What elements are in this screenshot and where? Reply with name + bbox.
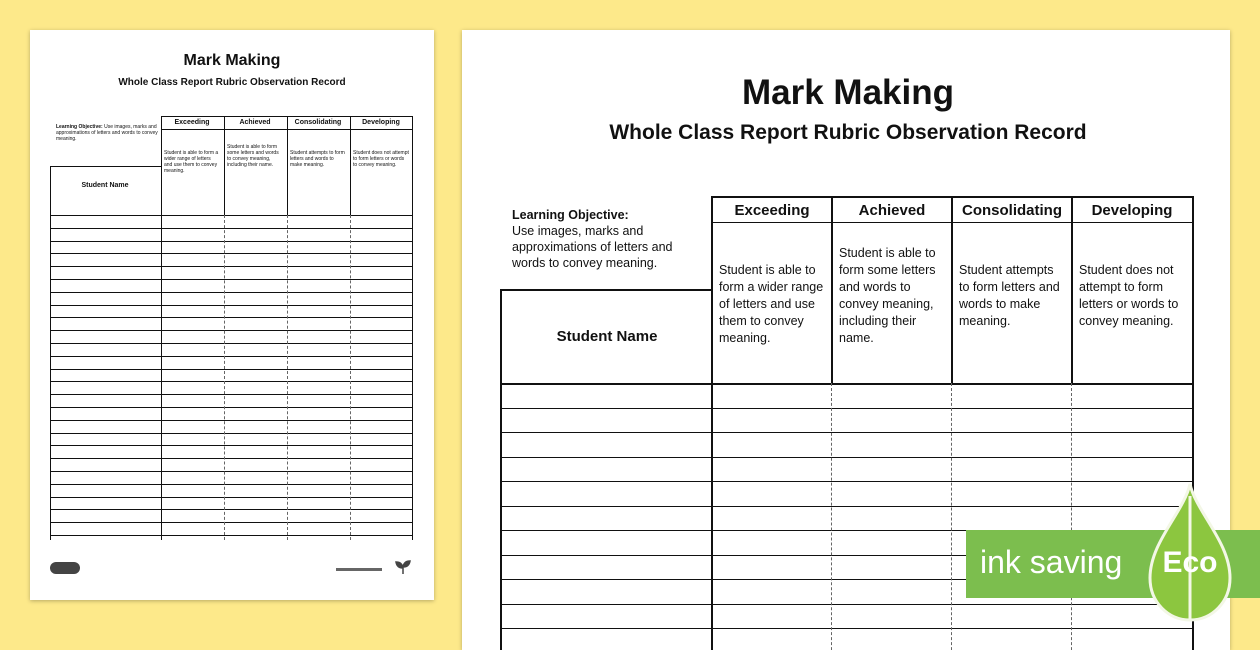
grid-line xyxy=(50,292,412,293)
small-col-developing: Developing xyxy=(362,119,400,126)
grid-line xyxy=(711,383,713,650)
grid-line xyxy=(50,445,412,446)
grid-line xyxy=(50,343,412,344)
ink-saving-label: ink saving xyxy=(980,544,1123,580)
small-desc-consolidating: Student attempts to form letters and words to make meaning. xyxy=(290,150,345,168)
small-col-achieved: Achieved xyxy=(239,119,271,126)
small-student-name-header: Student Name xyxy=(81,182,129,189)
page-subtitle: Whole Class Report Rubric Observation Record xyxy=(609,121,1087,144)
grid-line xyxy=(500,432,1192,433)
objective-text: Use images, marks and approximations of letters and words to convey meaning. xyxy=(512,224,673,270)
preview-sheet-small[interactable] xyxy=(30,30,434,600)
grid-line xyxy=(1071,196,1073,383)
grid-line xyxy=(50,305,412,306)
grid-line xyxy=(50,381,412,382)
grid-line xyxy=(500,289,711,291)
column-header-exceeding: Exceeding xyxy=(734,202,810,219)
grid-line xyxy=(224,215,225,540)
grid-line xyxy=(50,394,412,395)
grid-line xyxy=(500,628,1192,629)
small-col-consolidating: Consolidating xyxy=(294,119,342,126)
descriptor-exceeding: Student is able to form a wider range of letters and use them to convey meaning. xyxy=(719,263,824,345)
grid-line xyxy=(831,383,832,650)
grid-line xyxy=(50,509,412,510)
grid-line xyxy=(50,317,412,318)
grid-line xyxy=(951,383,952,650)
small-title: Mark Making xyxy=(183,52,281,69)
column-header-achieved: Achieved xyxy=(858,202,926,219)
grid-line xyxy=(50,433,412,434)
grid-line xyxy=(50,266,412,267)
small-subtitle: Whole Class Report Rubric Observation Record xyxy=(118,77,346,88)
small-objective-heading: Learning Objective: xyxy=(56,124,103,130)
grid-line xyxy=(50,535,412,536)
grid-line xyxy=(500,457,1192,458)
grid-line xyxy=(50,253,412,254)
grid-line xyxy=(50,407,412,408)
grid-line xyxy=(50,166,51,540)
grid-line xyxy=(711,196,713,383)
student-name-header: Student Name xyxy=(556,328,658,345)
grid-line xyxy=(161,116,162,215)
grid-line xyxy=(50,279,412,280)
grid-line xyxy=(500,289,502,650)
descriptor-consolidating: Student attempts to form letters and words to make meaning. xyxy=(959,263,1060,328)
grid-line xyxy=(50,356,412,357)
eco-label: Eco xyxy=(1162,546,1218,579)
grid-line xyxy=(500,408,1192,409)
grid-line xyxy=(50,241,412,242)
grid-line xyxy=(350,215,351,540)
grid-line xyxy=(50,484,412,485)
grid-line xyxy=(500,604,1192,605)
grid-line xyxy=(50,522,412,523)
small-col-exceeding: Exceeding xyxy=(174,119,210,126)
grid-line xyxy=(412,116,413,540)
grid-line xyxy=(50,215,412,216)
grid-line xyxy=(1071,383,1072,650)
grid-line xyxy=(50,497,412,498)
column-header-developing: Developing xyxy=(1091,202,1173,219)
grid-line xyxy=(50,228,412,229)
grid-line xyxy=(350,116,351,215)
footer-logo-icon xyxy=(50,562,80,574)
grid-line xyxy=(224,116,225,215)
grid-line xyxy=(500,383,1192,385)
small-objective xyxy=(56,124,164,142)
grid-line xyxy=(951,196,953,383)
learning-objective xyxy=(512,207,702,271)
grid-line xyxy=(500,481,1192,482)
grid-line xyxy=(500,506,1192,507)
grid-line xyxy=(50,420,412,421)
grid-line xyxy=(50,369,412,370)
grid-line xyxy=(50,458,412,459)
small-desc-developing: Student does not attempt to form letters or words to convey meaning. xyxy=(353,150,409,168)
objective-heading: Learning Objective: xyxy=(512,208,629,222)
grid-line xyxy=(50,471,412,472)
grid-line xyxy=(50,330,412,331)
grid-line xyxy=(287,116,288,215)
footer-plant-icon xyxy=(394,560,412,574)
grid-line xyxy=(161,215,162,540)
grid-line xyxy=(287,215,288,540)
small-desc-achieved: Student is able to form some letters and words to convey meaning, including their name. xyxy=(227,144,279,168)
grid-line xyxy=(50,166,161,167)
small-desc-exceeding: Student is able to form a wider range of letters and use them to convey meaning. xyxy=(164,150,219,174)
small-objective-text: Use images, marks and approximations of letters and words to convey meaning. xyxy=(56,124,158,142)
page-title: Mark Making xyxy=(742,73,954,112)
descriptor-developing: Student does not attempt to form letters or words to convey meaning. xyxy=(1079,263,1179,328)
footer-small-print xyxy=(336,568,382,571)
column-header-consolidating: Consolidating xyxy=(962,202,1062,219)
descriptor-achieved: Student is able to form some letters and words to convey meaning, including their name. xyxy=(839,246,936,345)
grid-line xyxy=(831,196,833,383)
